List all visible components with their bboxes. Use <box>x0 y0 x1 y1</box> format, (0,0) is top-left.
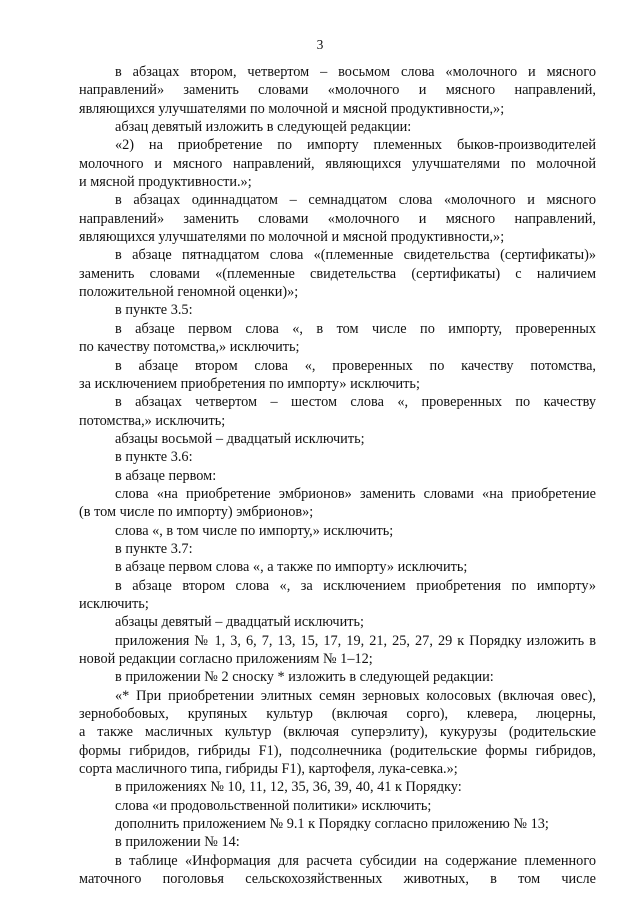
page-number: 3 <box>316 37 324 52</box>
text-line: в приложениях № 10, 11, 12, 35, 36, 39, 40, 41 к Порядку: <box>115 779 462 796</box>
text-line: в приложении № 14: <box>115 834 240 851</box>
text-line: приложения № 1, 3, 6, 7, 13, 15, 17, 19, 21, 25, 27, 29 к Порядку изложить в <box>115 632 596 649</box>
text-line: абзацы восьмой – двадцатый исключить; <box>115 430 365 447</box>
text-line: зернобобовых, крупяных культур (включая сорго), клевера, люцерны, <box>79 706 596 723</box>
text-line: направлений» заменить словами «молочного и мясного направлений, <box>79 82 596 99</box>
text-line: в приложении № 2 сноску * изложить в следующей редакции: <box>115 669 494 686</box>
text-line: в абзацах четвертом – шестом слова «, проверенных по качеству <box>115 394 596 411</box>
text-line: в пункте 3.5: <box>115 302 193 319</box>
text-line: молочного и мясного направлений, являющихся улучшателями по молочной <box>79 155 596 172</box>
text-line: в пункте 3.6: <box>115 449 193 466</box>
text-line: абзацы девятый – двадцатый исключить; <box>115 614 364 631</box>
text-line: направлений» заменить словами «молочного и мясного направлений, <box>79 210 596 227</box>
text-line: абзац девятый изложить в следующей редакции: <box>115 119 412 136</box>
text-line: в абзаце втором слова «, за исключением приобретения по импорту» <box>115 577 596 594</box>
text-line: новой редакции согласно приложениям № 1–12; <box>79 651 373 667</box>
text-line: в абзаце первом слова «, в том числе по импорту, проверенных <box>115 320 596 337</box>
text-line: в абзаце втором слова «, проверенных по качеству потомства, <box>115 357 596 374</box>
text-line: в абзацах втором, четвертом – восьмом слова «молочного и мясного <box>115 64 596 80</box>
text-line: являющихся улучшателями по молочной и мясной продуктивности,»; <box>79 229 505 246</box>
text-line: потомства,» исключить; <box>79 412 226 429</box>
text-line: в пункте 3.7: <box>115 540 193 557</box>
text-line: исключить; <box>79 595 149 612</box>
text-line: положительной геномной оценки)»; <box>79 284 299 301</box>
text-line: по качеству потомства,» исключить; <box>79 339 300 356</box>
text-line: в абзаце первом слова «, а также по импорту» исключить; <box>115 559 468 576</box>
text-line: в абзаце первом: <box>115 467 217 484</box>
text-line: в абзаце пятнадцатом слова «(племенные свидетельства (сертификаты)» <box>115 247 596 264</box>
text-line: (в том числе по импорту) эмбрионов»; <box>79 504 314 521</box>
text-line: формы гибридов, гибриды F1), подсолнечника (родительские формы гибридов, <box>79 742 596 759</box>
text-line: и мясной продуктивности.»; <box>79 174 252 191</box>
text-line: слова «, в том числе по импорту,» исключить; <box>115 522 394 539</box>
text-line: сорта масличного типа, гибриды F1), картофеля, лука-севка.»; <box>79 761 458 778</box>
text-line: а также масличных культур (включая суперэлиту), кукурузы (родительские <box>79 724 596 741</box>
document-body <box>79 63 596 888</box>
text-line: «2) на приобретение по импорту племенных быков-производителей <box>115 137 596 154</box>
text-line: за исключением приобретения по импорту» исключить; <box>79 375 420 392</box>
text-line: «* При приобретении элитных семян зерновых колосовых (включая овес), <box>115 687 596 704</box>
text-line: в таблице «Информация для расчета субсидии на содержание племенного <box>115 852 596 869</box>
text-line: маточного поголовья сельскохозяйственных животных, в том числе <box>79 871 596 888</box>
text-line: являющихся улучшателями по молочной и мясной продуктивности,»; <box>79 100 505 117</box>
text-line: слова «и продовольственной политики» исключить; <box>115 797 432 814</box>
text-line: дополнить приложением № 9.1 к Порядку согласно приложению № 13; <box>115 816 549 833</box>
text-line: слова «на приобретение эмбрионов» заменить словами «на приобретение <box>115 485 596 502</box>
text-line: в абзацах одиннадцатом – семнадцатом слова «молочного и мясного <box>115 192 596 209</box>
text-line: заменить словами «(племенные свидетельства (сертификаты) с наличием <box>79 265 596 282</box>
